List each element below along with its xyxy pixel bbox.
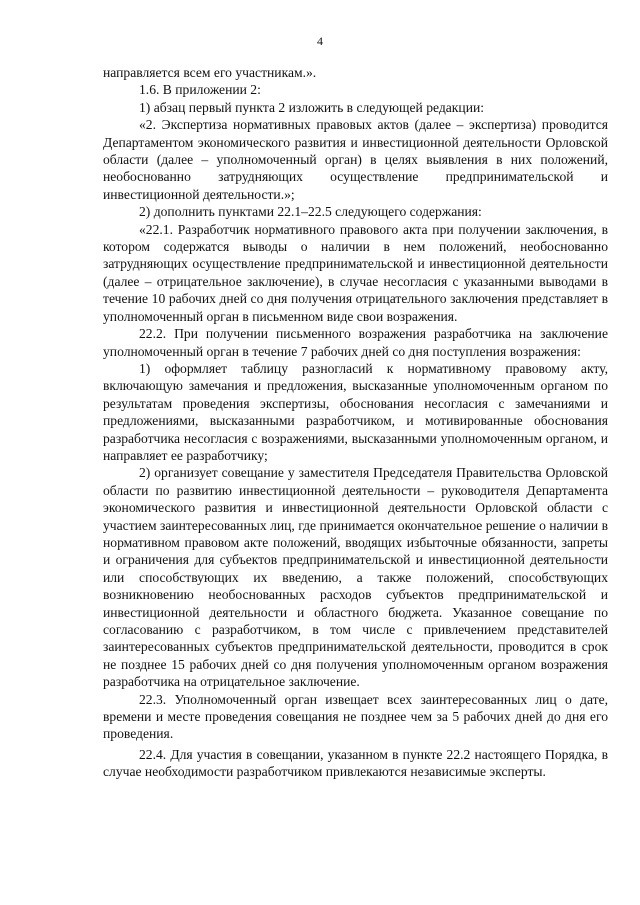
paragraph-clause-22-4: 22.4. Для участия в совещании, указанном в пункте 22.2 настоящего Порядка, в случае необходимости разработчиком привлекаются независимые эксперты.	[103, 746, 608, 780]
paragraph-subitem-1: 1) оформляет таблицу разногласий к нормативному правовому акту, включающую замечания и предложения, высказанные уполномоченным органом по результатам проведения экспертизы, обоснования несогласия с замечаниями и предложениями, высказанными разработчиком, и мотивированные обоснования разработчика несогласия с возражениями, высказанными уполномоченным органом, и направляет ее разработчику;	[103, 360, 608, 463]
page-number: 4	[317, 34, 323, 48]
paragraph-clause-22-1: «22.1. Разработчик нормативного правового акта при получении заключения, в котором содержатся выводы о наличии в нем положений, необоснованно затрудняющих осуществление предпринимательской и инвестиционной деятельности (далее – отрицательное заключение), в случае несогласия с указанными выводами в течение 10 рабочих дней со дня получения отрицательного заключения представляет в уполномоченный орган в письменном виде свои возражения.	[103, 221, 608, 324]
paragraph-continuation: направляется всем его участникам.».	[103, 65, 317, 80]
paragraph-clause-2: «2. Экспертиза нормативных правовых актов (далее – экспертиза) проводится Департаментом экономического развития и инвестиционной деятельности Орловской области (далее – уполномоченный орган) в целях выявления в них положений, необоснованно затрудняющих осуществление предпринимательской и инвестиционной деятельности.»;	[103, 117, 608, 202]
paragraph-clause-22-2: 22.2. При получении письменного возражения разработчика на заключение уполномоченный орган в течение 7 рабочих дней со дня поступления возражения:	[103, 326, 608, 359]
paragraph-subitem-2: 2) организует совещание у заместителя Председателя Правительства Орловской области по развитию инвестиционной деятельности – руководителя Департамента экономического развития и инвестиционной деятельности Орловской области с участием заинтересованных лиц, где принимается окончательное решение о наличии в нормативном правовом акте положений, вводящих избыточные обязанности, запреты и ограничения для субъектов предпринимательской и инвестиционной деятельности или способствующих их введению, а также положений, способствующих возникновению необоснованных расходов субъектов предпринимательской и инвестиционной деятельности и областного бюджета. Указанное совещание по согласованию с разработчиком, в том числе с привлечением представителей заинтересованных субъектов предпринимательской деятельности, проводится в срок не позднее 15 рабочих дней со дня получения уполномоченным органом возражения разработчика на отрицательное заключение.	[103, 465, 608, 690]
paragraph-section-1-6: 1.6. В приложении 2:	[139, 82, 261, 98]
paragraph-item-1: 1) абзац первый пункта 2 изложить в следующей редакции:	[139, 99, 485, 115]
paragraph-clause-22-3: 22.3. Уполномоченный орган извещает всех заинтересованных лиц о дате, времени и месте проведения совещания не позднее чем за 5 рабочих дней до дня его проведения.	[103, 691, 608, 742]
document-body	[103, 64, 608, 781]
paragraph-item-2: 2) дополнить пунктами 22.1–22.5 следующего содержания:	[139, 204, 482, 220]
